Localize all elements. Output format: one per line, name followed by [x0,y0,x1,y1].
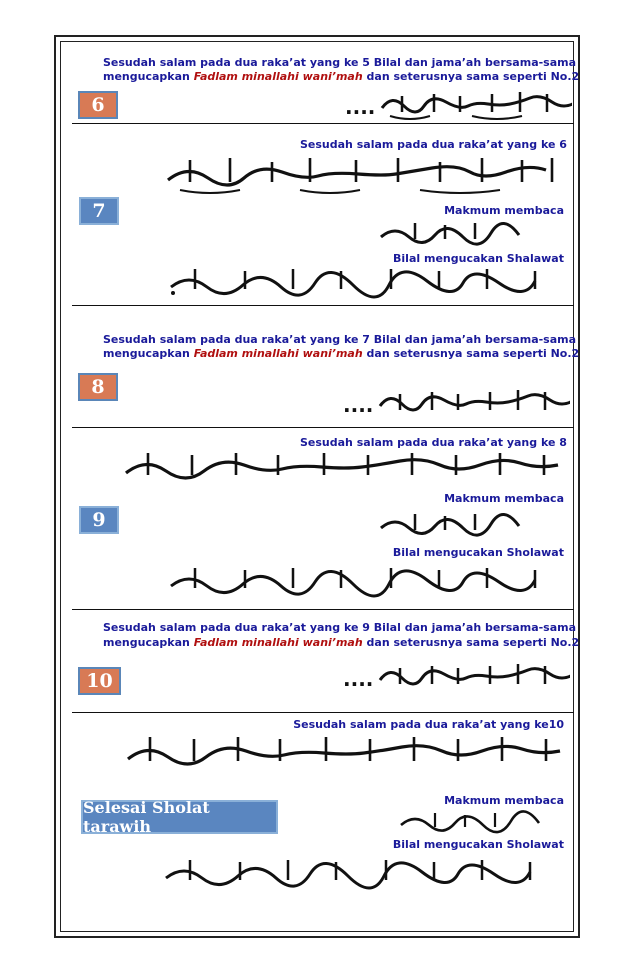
section-6-line2-pre: mengucapkan [103,70,194,83]
section-8-line2-italic: Fadlam minallahi wani’mah [193,347,363,360]
section-9-heading: Sesudah salam pada dua raka’at yang ke 8 [300,436,567,449]
section-10-arabic-fadlan [340,660,570,694]
final-arabic-radhiyallahu [395,809,545,835]
section-6-line2 [103,70,579,83]
divider-5 [72,712,574,713]
divider-1 [72,123,574,124]
section-7-makmum-label: Makmum membaca [444,204,564,217]
section-7-arabic-radhiyallahu [375,219,525,247]
section-8-line2-pre: mengucapkan [103,347,194,360]
section-9-arabic-radhiyallahu [375,510,525,538]
section-8-line2 [103,347,579,360]
section-6-line2-italic: Fadlam minallahi wani’mah [193,70,363,83]
final-arabic-shalawat [160,856,565,892]
section-8-arabic-fadlan [340,386,570,420]
section-10-line2-pre: mengucapkan [103,636,194,649]
section-10-line2-post: dan seterusnya sama seperti No.2 [362,636,580,649]
section-7-arabic-khalifah [160,154,565,196]
section-10-line1: Sesudah salam pada dua raka’at yang ke 9 Bilal dan jama’ah bersama-sama [103,621,577,634]
section-8-dots: .... [343,393,374,417]
section-7-number-badge: 7 [79,197,119,225]
final-heading: Sesudah salam pada dua raka’at yang ke10 [293,718,564,731]
section-6-line1: Sesudah salam pada dua raka’at yang ke 5 Bilal dan jama’ah bersama-sama [103,56,577,69]
section-6-dots: .... [345,95,376,119]
section-9-makmum-label: Makmum membaca [444,492,564,505]
section-8-number-badge: 8 [78,373,118,401]
section-7-bilal-label: Bilal mengucakan Shalawat [393,252,564,265]
final-arabic-khalifah [120,733,568,775]
final-makmum-label: Makmum membaca [444,794,564,807]
section-8-line1: Sesudah salam pada dua raka’at yang ke 7 Bilal dan jama’ah bersama-sama [103,333,577,346]
divider-4 [72,609,574,610]
section-10-line2-italic: Fadlam minallahi wani’mah [193,636,363,649]
section-6-line2-post: dan seterusnya sama seperti No.2 [362,70,580,83]
section-8-line2-post: dan seterusnya sama seperti No.2 [362,347,580,360]
section-10-number-badge: 10 [78,667,121,695]
section-10-dots: .... [343,667,374,691]
selesai-sholat-tarawih-badge: Selesai Sholat tarawih [81,800,278,834]
section-9-arabic-shalawat [165,564,565,600]
section-10-line2 [103,636,579,649]
divider-3 [72,427,574,428]
section-9-number-badge: 9 [79,506,119,534]
section-9-bilal-label: Bilal mengucakan Sholawat [392,546,564,559]
divider-2 [72,305,574,306]
section-6-number-badge: 6 [78,91,118,119]
final-bilal-label: Bilal mengucakan Sholawat [392,838,564,851]
section-6-arabic-fadlan [342,88,572,122]
section-7-arabic-shalawat [165,265,565,301]
section-9-arabic-khalifah [118,449,566,489]
section-7-heading: Sesudah salam pada dua raka’at yang ke 6 [300,138,567,151]
